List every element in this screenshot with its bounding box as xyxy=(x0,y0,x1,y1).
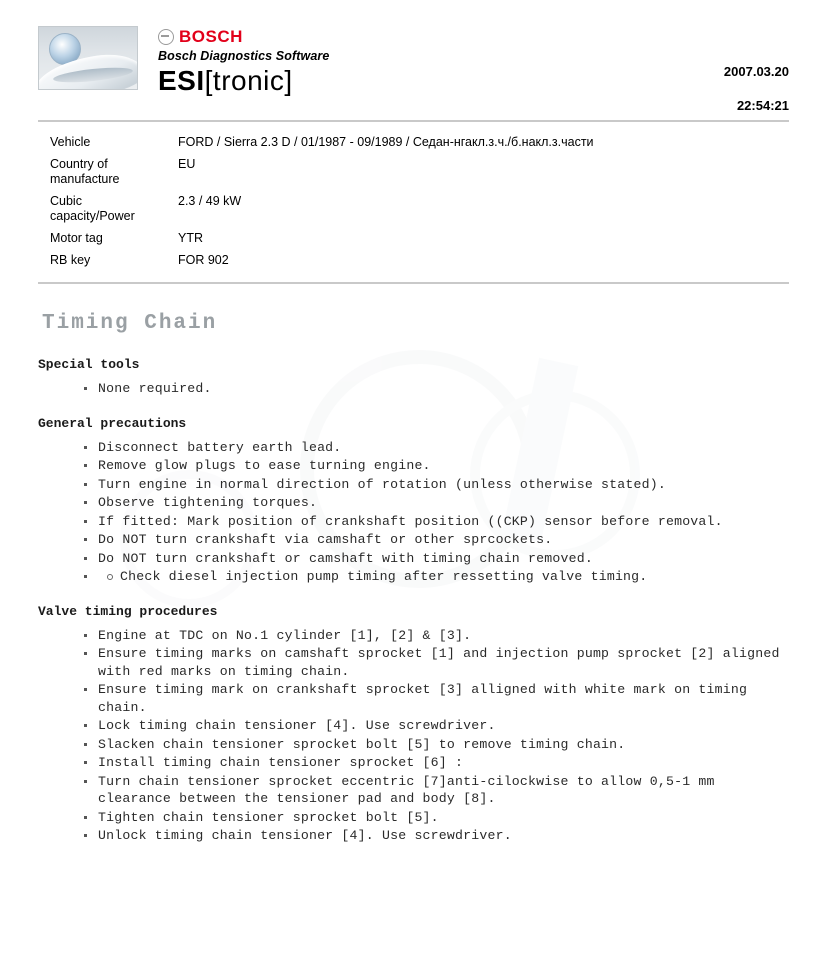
row-value: FOR 902 xyxy=(178,253,229,267)
row-value: YTR xyxy=(178,231,203,245)
list-item: Lock timing chain tensioner [4]. Use screwdriver. xyxy=(84,717,789,735)
list-item: If fitted: Mark position of crankshaft position ((CKP) sensor before removal. xyxy=(84,513,789,531)
brand-block xyxy=(158,26,724,97)
product-name-light: [tronic] xyxy=(204,65,293,96)
bosch-logo-icon xyxy=(158,29,174,45)
document-header xyxy=(38,0,789,112)
list-item: Engine at TDC on No.1 cylinder [1], [2] & [3]. xyxy=(84,627,789,645)
list-general-precautions xyxy=(38,439,789,586)
list-item: Do NOT turn crankshaft or camshaft with timing chain removed. xyxy=(84,550,789,568)
section-heading-special-tools: Special tools xyxy=(38,357,140,372)
list-item: Do NOT turn crankshaft via camshaft or other sprcockets. xyxy=(84,531,789,549)
row-label: Vehicle xyxy=(50,135,91,149)
date-value: 2007.03.20 xyxy=(723,64,789,79)
sub-list-wrapper xyxy=(84,568,789,586)
sub-list-general-precautions xyxy=(84,568,789,586)
product-name-bold: ESI xyxy=(158,65,205,96)
list-item: Install timing chain tensioner sprocket [6] : xyxy=(84,754,789,772)
product-name xyxy=(158,65,724,97)
brand-name: BOSCH xyxy=(179,27,243,46)
row-value: EU xyxy=(178,157,196,171)
list-valve-timing-procedures xyxy=(38,627,789,845)
timestamp xyxy=(724,26,789,131)
page-title: Timing Chain xyxy=(42,312,218,335)
list-item: Turn engine in normal direction of rotation (unless otherwise stated). xyxy=(84,476,789,494)
sub-list-item: Check diesel injection pump timing after ressetting valve timing. xyxy=(106,568,789,586)
table-row xyxy=(38,191,789,228)
row-label: RB key xyxy=(50,253,91,267)
row-label: Country of manufacture xyxy=(50,157,120,186)
list-item: Disconnect battery earth lead. xyxy=(84,439,789,457)
table-row xyxy=(38,228,789,250)
section-heading-valve-timing-procedures: Valve timing procedures xyxy=(38,603,218,619)
document-body xyxy=(38,284,789,845)
list-item: Ensure timing marks on camshaft sprocket [1] and injection pump sprocket [2] aligned with red marks on timing chain. xyxy=(84,645,789,680)
list-special-tools xyxy=(38,380,789,398)
list-item: None required. xyxy=(84,380,789,398)
row-label: Cubic capacity/Power xyxy=(50,194,135,223)
list-item: Turn chain tensioner sprocket eccentric [7]anti-cilockwise to allow 0,5-1 mm clearance between the tensioner pad and body [8]. xyxy=(84,773,789,808)
section-heading-general-precautions: General precautions xyxy=(38,415,187,431)
bosch-product-image xyxy=(38,26,138,90)
table-row xyxy=(38,132,789,154)
header-divider xyxy=(38,120,789,122)
vehicle-info-table xyxy=(38,132,789,272)
list-item: Observe tightening torques. xyxy=(84,494,789,512)
list-item: Unlock timing chain tensioner [4]. Use screwdriver. xyxy=(84,827,789,845)
table-row xyxy=(38,250,789,272)
list-item: Tighten chain tensioner sprocket bolt [5]. xyxy=(84,809,789,827)
list-item: Slacken chain tensioner sprocket bolt [5] to remove timing chain. xyxy=(84,736,789,754)
row-label: Motor tag xyxy=(50,231,103,245)
row-value: 2.3 / 49 kW xyxy=(178,194,242,208)
list-item: Remove glow plugs to ease turning engine. xyxy=(84,457,789,475)
table-row xyxy=(38,154,789,191)
time-value: 22:54:21 xyxy=(736,98,789,113)
list-item: Ensure timing mark on crankshaft sprocket [3] alligned with white mark on timing chain. xyxy=(84,681,789,716)
row-value: FORD / Sierra 2.3 D / 01/1987 - 09/1989 / Седан-нгакл.з.ч./б.накл.з.части xyxy=(178,135,594,149)
product-line: Bosch Diagnostics Software xyxy=(158,49,330,63)
